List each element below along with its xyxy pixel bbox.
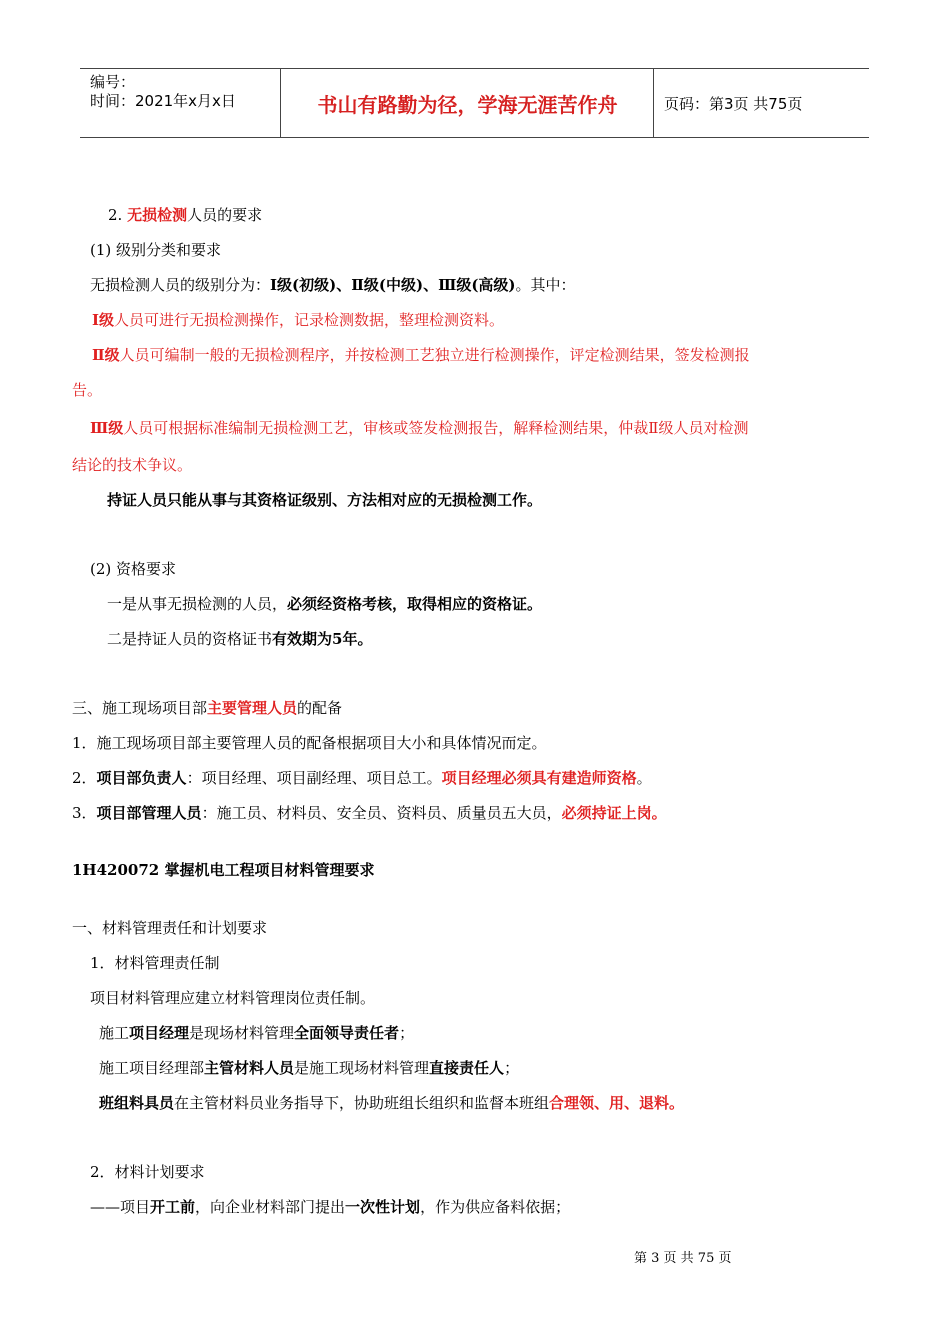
nde-level-2: Ⅱ级人员可编制一般的无损检测程序，并按检测工艺独立进行检测操作，评定检测结果，签发检测报 [92, 346, 750, 364]
materials-para-5: ——项目开工前，向企业材料部门提出一次性计划，作为供应备料依据； [90, 1198, 571, 1216]
nde-level-3: Ⅲ级人员可根据标准编制无损检测工艺，审核或签发检测报告，解释检测结果，仲裁Ⅱ级人员对检测 [90, 419, 749, 437]
materials-heading: 一、材料管理责任和计划要求 [72, 919, 268, 937]
nde-qualification-1: 一是从事无损检测的人员，必须经资格考核，取得相应的资格证。 [107, 595, 543, 613]
nde-heading-highlight: 无损检测 [127, 206, 188, 224]
header-meta [90, 73, 236, 111]
nde-qualification-2: 二是持证人员的资格证书有效期为5年。 [107, 630, 373, 648]
nde-subheading-levels: (1) 级别分类和要求 [90, 241, 222, 259]
section-title: 1H420072 掌握机电工程项目材料管理要求 [72, 861, 375, 879]
page-header [80, 68, 869, 138]
materials-subheading-responsibility: 1．材料管理责任制 [90, 954, 220, 972]
nde-subheading-qualification: (2) 资格要求 [90, 560, 177, 578]
staff-item-1: 1．施工现场项目部主要管理人员的配备根据项目大小和具体情况而定。 [72, 734, 547, 752]
nde-level-3-cont: 结论的技术争议。 [72, 456, 193, 474]
nde-level-1: Ⅰ级人员可进行无损检测操作，记录检测数据，整理检测资料。 [92, 311, 505, 329]
materials-para-4: 班组料具员在主管材料员业务指导下，协助班组长组织和监督本班组合理领、用、退料。 [99, 1094, 685, 1112]
header-time-label: 时间：2021年x月x日 [90, 92, 236, 110]
materials-para-1: 项目材料管理应建立材料管理岗位责任制。 [90, 989, 376, 1007]
staff-item-2: 2．项目部负责人：项目经理、项目副经理、项目总工。项目经理必须具有建造师资格。 [72, 769, 652, 787]
header-motto: 书山有路勤为径，学海无涯苦作舟 [317, 92, 618, 117]
materials-subheading-plan: 2．材料计划要求 [90, 1163, 205, 1181]
staff-item-3: 3．项目部管理人员：施工员、材料员、安全员、资料员、质量员五大员，必须持证上岗。 [72, 804, 667, 822]
header-code-label: 编号： [90, 73, 136, 91]
page-footer: 第 3 页 共 75 页 [634, 1251, 732, 1266]
materials-para-3: 施工项目经理部主管材料人员是施工现场材料管理直接责任人； [99, 1059, 520, 1077]
nde-heading: 2. 无损检测人员的要求 [108, 206, 263, 224]
nde-level-2-cont: 告。 [72, 381, 103, 399]
nde-cert-note: 持证人员只能从事与其资格证级别、方法相对应的无损检测工作。 [107, 491, 543, 509]
nde-levels-intro: 无损检测人员的级别分为：Ⅰ级(初级)、Ⅱ级(中级)、Ⅲ级(高级)。其中： [90, 276, 576, 294]
materials-para-2: 施工项目经理是现场材料管理全面领导责任者； [99, 1024, 415, 1042]
header-divider [653, 69, 654, 137]
header-page-info: 页码：第3页 共75页 [664, 94, 803, 113]
staff-heading: 三、施工现场项目部主要管理人员的配备 [72, 699, 343, 717]
